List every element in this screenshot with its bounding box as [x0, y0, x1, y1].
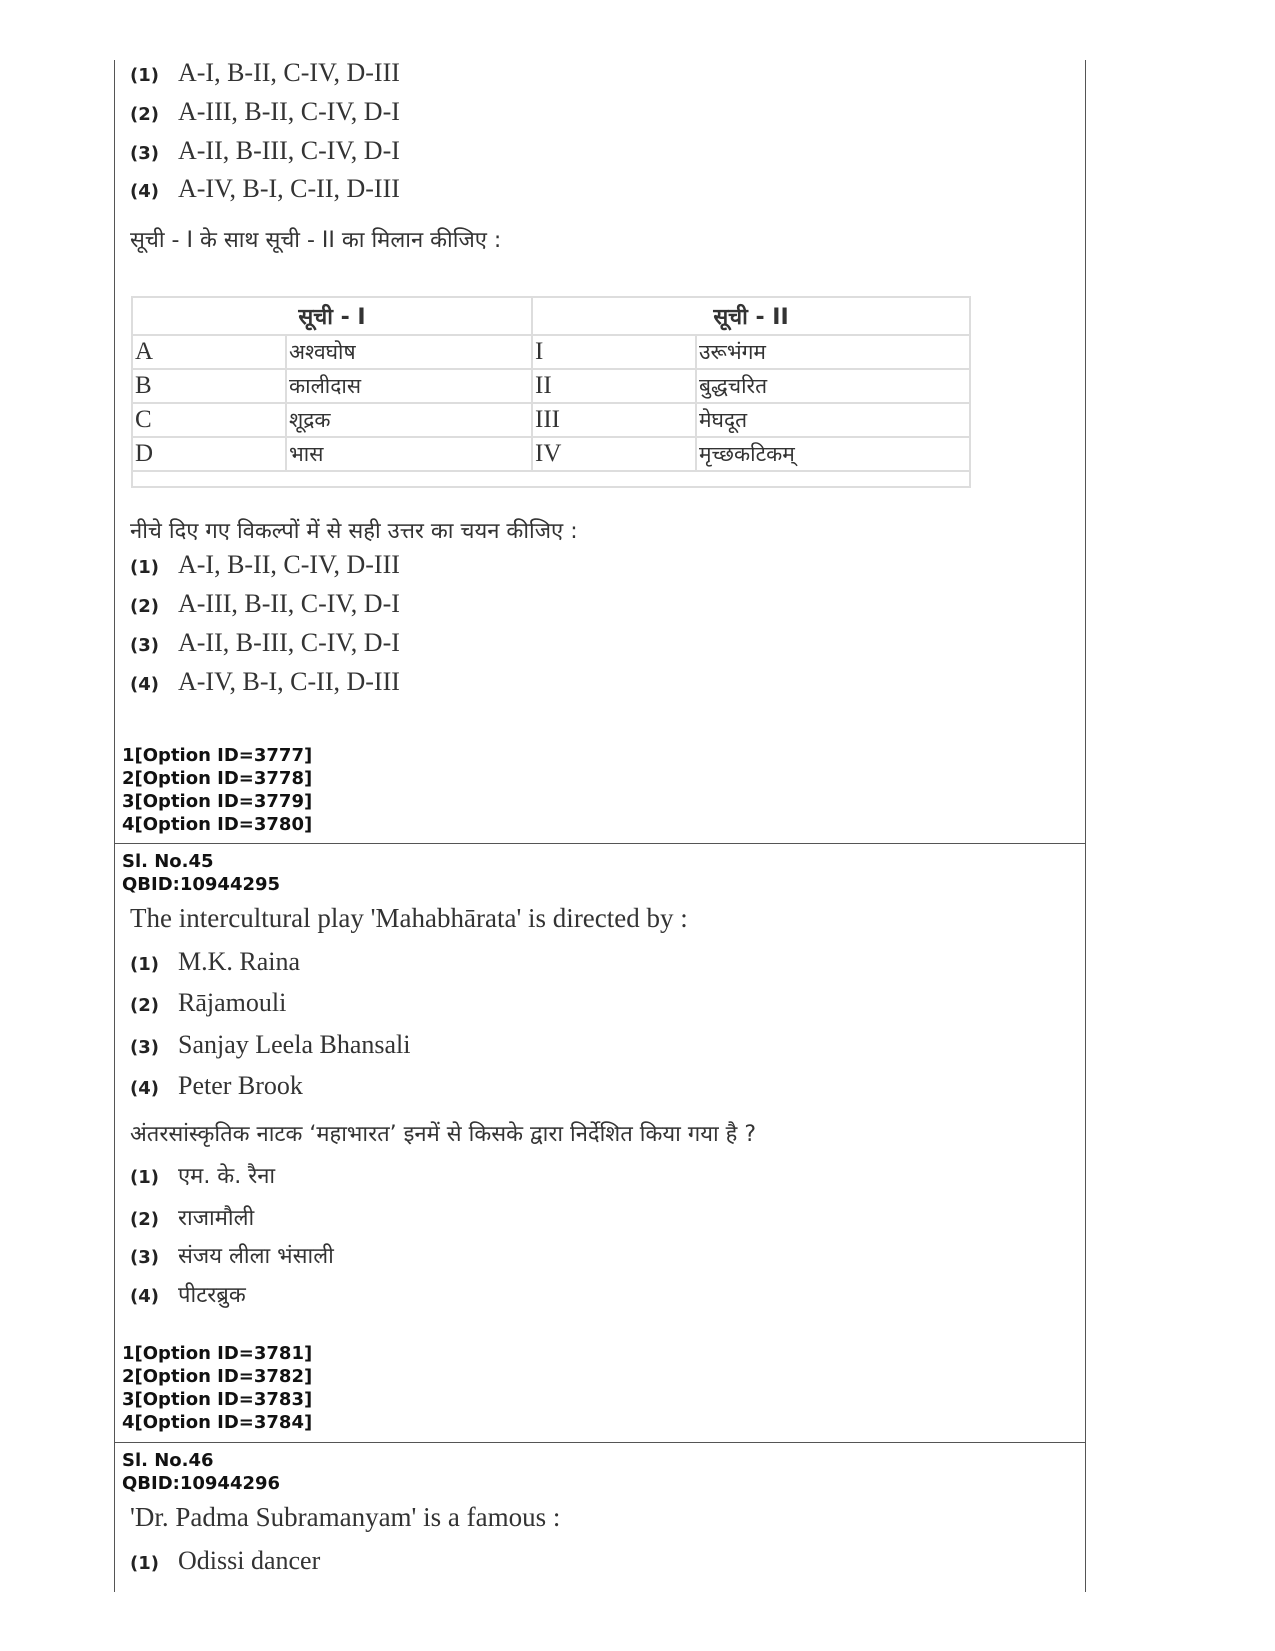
qbid: QBID:10944296	[122, 1473, 281, 1494]
list-2-item: उरूभंगम	[696, 335, 970, 369]
q44-option-4	[130, 174, 400, 204]
serial-number: Sl. No.45	[122, 851, 214, 872]
serial-number: Sl. No.46	[122, 1450, 214, 1471]
table-row	[132, 437, 970, 471]
empty-cell	[132, 471, 970, 487]
option-number: (4)	[130, 674, 159, 695]
option-id: 2[Option ID=3778]	[122, 768, 313, 789]
table-row	[132, 335, 970, 369]
option-number: (3)	[130, 143, 159, 164]
option-id: 2[Option ID=3782]	[122, 1366, 313, 1387]
option-number: (2)	[130, 1209, 159, 1230]
q45-option-1	[130, 947, 300, 977]
option-text: A-III, B-II, C-IV, D-I	[178, 589, 400, 618]
row-numeral: II	[532, 369, 696, 403]
option-id: 3[Option ID=3783]	[122, 1389, 313, 1410]
list-2-header: सूची - II	[532, 297, 970, 335]
q45-option-3	[130, 1030, 410, 1060]
q45-option-4	[130, 1071, 303, 1101]
option-number: (1)	[130, 954, 159, 975]
option-text: Peter Brook	[178, 1071, 303, 1100]
option-text: A-II, B-III, C-IV, D-I	[178, 136, 400, 165]
list-1-header: सूची - I	[132, 297, 532, 335]
q45-hindi-option-4	[130, 1279, 246, 1309]
option-id: 1[Option ID=3777]	[122, 745, 313, 766]
q45-hindi-option-2	[130, 1202, 254, 1232]
option-number: (3)	[130, 1247, 159, 1268]
q44-option-3	[130, 136, 400, 166]
list-2-item: मेघदूत	[696, 403, 970, 437]
q45-english-stem: The intercultural play 'Mahabhārata' is directed by :	[130, 903, 688, 933]
option-number: (2)	[130, 995, 159, 1016]
q44-hindi-option-4	[130, 667, 400, 697]
option-number: (1)	[130, 557, 159, 578]
list-1-item: कालीदास	[286, 369, 532, 403]
option-text: पीटरब्रुक	[178, 1283, 246, 1308]
option-text: A-IV, B-I, C-II, D-III	[178, 667, 400, 696]
option-id: 4[Option ID=3780]	[122, 814, 313, 835]
q44-hindi-option-3	[130, 628, 400, 658]
option-text: A-I, B-II, C-IV, D-III	[178, 58, 400, 87]
q46-english-stem: 'Dr. Padma Subramanyam' is a famous :	[130, 1502, 561, 1532]
option-text: Rājamouli	[178, 988, 287, 1017]
option-number: (3)	[130, 635, 159, 656]
qbid: QBID:10944295	[122, 874, 281, 895]
match-table	[131, 296, 971, 488]
q44-option-1	[130, 58, 400, 88]
option-number: (2)	[130, 596, 159, 617]
option-id: 4[Option ID=3784]	[122, 1412, 313, 1433]
option-number: (1)	[130, 1167, 159, 1188]
row-numeral: III	[532, 403, 696, 437]
option-number: (3)	[130, 1037, 159, 1058]
list-2-item: बुद्धचरित	[696, 369, 970, 403]
q45-hindi-option-3	[130, 1240, 334, 1270]
option-text: संजय लीला भंसाली	[178, 1244, 334, 1269]
option-number: (1)	[130, 65, 159, 86]
q46-header	[122, 1449, 280, 1495]
list-1-item: शूद्रक	[286, 403, 532, 437]
option-text: एम. के. रैना	[178, 1164, 276, 1189]
row-numeral: IV	[532, 437, 696, 471]
option-number: (4)	[130, 181, 159, 202]
list-2-item: मृच्छकटिकम्	[696, 437, 970, 471]
option-text: A-III, B-II, C-IV, D-I	[178, 97, 400, 126]
option-text: राजामौली	[178, 1206, 255, 1231]
option-text: M.K. Raina	[178, 947, 301, 976]
q45-option-ids	[122, 1342, 312, 1434]
list-1-item: अश्वघोष	[286, 335, 532, 369]
table-row	[132, 369, 970, 403]
option-number: (4)	[130, 1078, 159, 1099]
q44-option-2	[130, 97, 400, 127]
table-row-empty	[132, 471, 970, 487]
option-text: A-I, B-II, C-IV, D-III	[178, 550, 400, 579]
option-number: (2)	[130, 104, 159, 125]
q44-hindi-option-1	[130, 550, 400, 580]
option-id: 1[Option ID=3781]	[122, 1343, 313, 1364]
option-number: (1)	[130, 1553, 159, 1574]
q44-hindi-stem: सूची - I के साथ सूची - II का मिलान कीजिए :	[130, 228, 502, 253]
list-1-item: भास	[286, 437, 532, 471]
row-letter: B	[132, 369, 286, 403]
question-divider	[114, 1442, 1086, 1443]
match-table-header	[132, 297, 970, 335]
option-text: A-II, B-III, C-IV, D-I	[178, 628, 400, 657]
option-text: Sanjay Leela Bhansali	[178, 1030, 411, 1059]
row-letter: D	[132, 437, 286, 471]
row-letter: C	[132, 403, 286, 437]
option-text: Odissi dancer	[178, 1546, 321, 1575]
q45-option-2	[130, 988, 286, 1018]
row-numeral: I	[532, 335, 696, 369]
question-divider	[114, 843, 1086, 844]
q44-hindi-option-2	[130, 589, 400, 619]
option-id: 3[Option ID=3779]	[122, 791, 313, 812]
row-letter: A	[132, 335, 286, 369]
q44-hindi-instruction: नीचे दिए गए विकल्पों में से सही उत्तर का चयन कीजिए :	[130, 519, 578, 544]
option-text: A-IV, B-I, C-II, D-III	[178, 174, 400, 203]
q46-option-1	[130, 1546, 320, 1576]
q45-hindi-option-1	[130, 1160, 275, 1190]
q45-hindi-stem: अंतरसांस्कृतिक नाटक ‘महाभारत’ इनमें से किसके द्वारा निर्देशित किया गया है ?	[130, 1122, 757, 1147]
table-row	[132, 403, 970, 437]
q44-option-ids	[122, 744, 312, 836]
option-number: (4)	[130, 1286, 159, 1307]
q45-header	[122, 850, 280, 896]
